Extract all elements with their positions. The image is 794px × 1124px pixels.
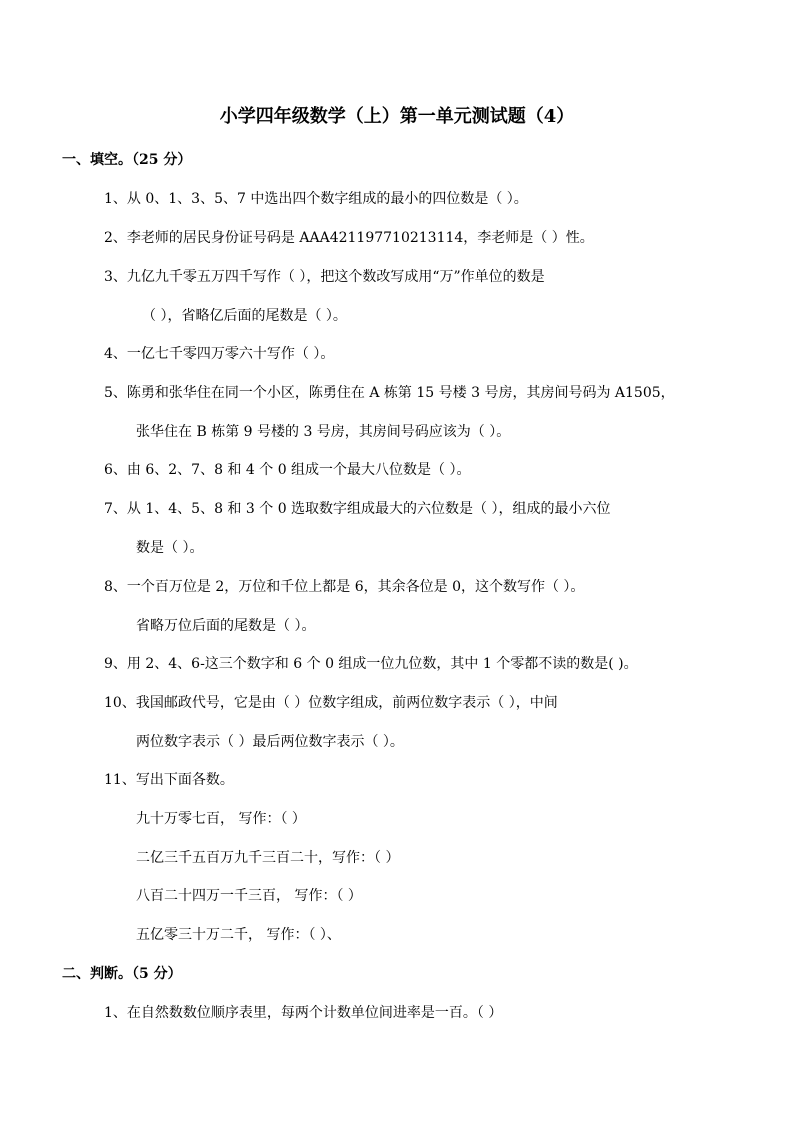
section-heading-fill-blank: 一、填空。（25 分） [62, 152, 192, 168]
question-5-continued: 张华住在 B 栋第 9 号楼的 3 号房，其房间号码应该为（ ）。 [136, 424, 511, 440]
question-10-continued: 两位数字表示（ ）最后两位数字表示（ ）。 [136, 734, 404, 750]
section-heading-true-false: 二、判断。（5 分） [62, 966, 182, 982]
question-7: 7、从 1、4、5、8 和 3 个 0 选取数字组成最大的六位数是（ ），组成的最小六位 [104, 501, 611, 517]
question-5: 5、陈勇和张华住在同一个小区，陈勇住在 A 栋第 15 号楼 3 号房，其房间号码为 A1505， [104, 385, 675, 401]
question-8: 8、一个百万位是 2，万位和千位上都是 6，其余各位是 0，这个数写作（ ）。 [104, 579, 585, 595]
question-8-continued: 省略万位后面的尾数是（ ）。 [136, 618, 316, 634]
question-9: 9、用 2、4、6-这三个数字和 6 个 0 组成一位九位数，其中 1 个零都不读的数是( )。 [104, 656, 638, 672]
question-3-continued: （ ），省略亿后面的尾数是（ ）。 [142, 308, 347, 324]
question-6: 6、由 6、2、7、8 和 4 个 0 组成一个最大八位数是（ ）。 [104, 462, 471, 478]
question-2: 2、李老师的居民身份证号码是 AAA421197710213114，李老师是（ ）性。 [104, 230, 594, 246]
judge-question-1: 1、在自然数数位顺序表里，每两个计数单位间进率是一百。（ ） [104, 1005, 503, 1021]
question-4: 4、一亿七千零四万零六十写作（ ）。 [104, 346, 335, 362]
question-11-item-1: 九十万零七百， 写作：（ ） [136, 811, 306, 827]
question-11-item-2: 二亿三千五百万九千三百二十，写作：（ ） [136, 850, 400, 866]
question-11-item-3: 八百二十四万一千三百， 写作：（ ） [136, 888, 362, 904]
question-7-continued: 数是（ ）。 [136, 540, 204, 556]
question-1: 1、从 0、1、3、5、7 中选出四个数字组成的最小的四位数是（ ）。 [104, 191, 528, 207]
page-title: 小学四年级数学（上）第一单元测试题（4） [219, 106, 575, 127]
question-11: 11、写出下面各数。 [104, 772, 234, 788]
question-10: 10、我国邮政代号，它是由（ ）位数字组成，前两位数字表示（ ），中间 [104, 695, 558, 711]
question-3: 3、九亿九千零五万四千写作（ ），把这个数改写成用“万”作单位的数是 [104, 269, 545, 285]
question-11-item-4: 五亿零三十万二千， 写作：（ ）、 [136, 927, 341, 943]
